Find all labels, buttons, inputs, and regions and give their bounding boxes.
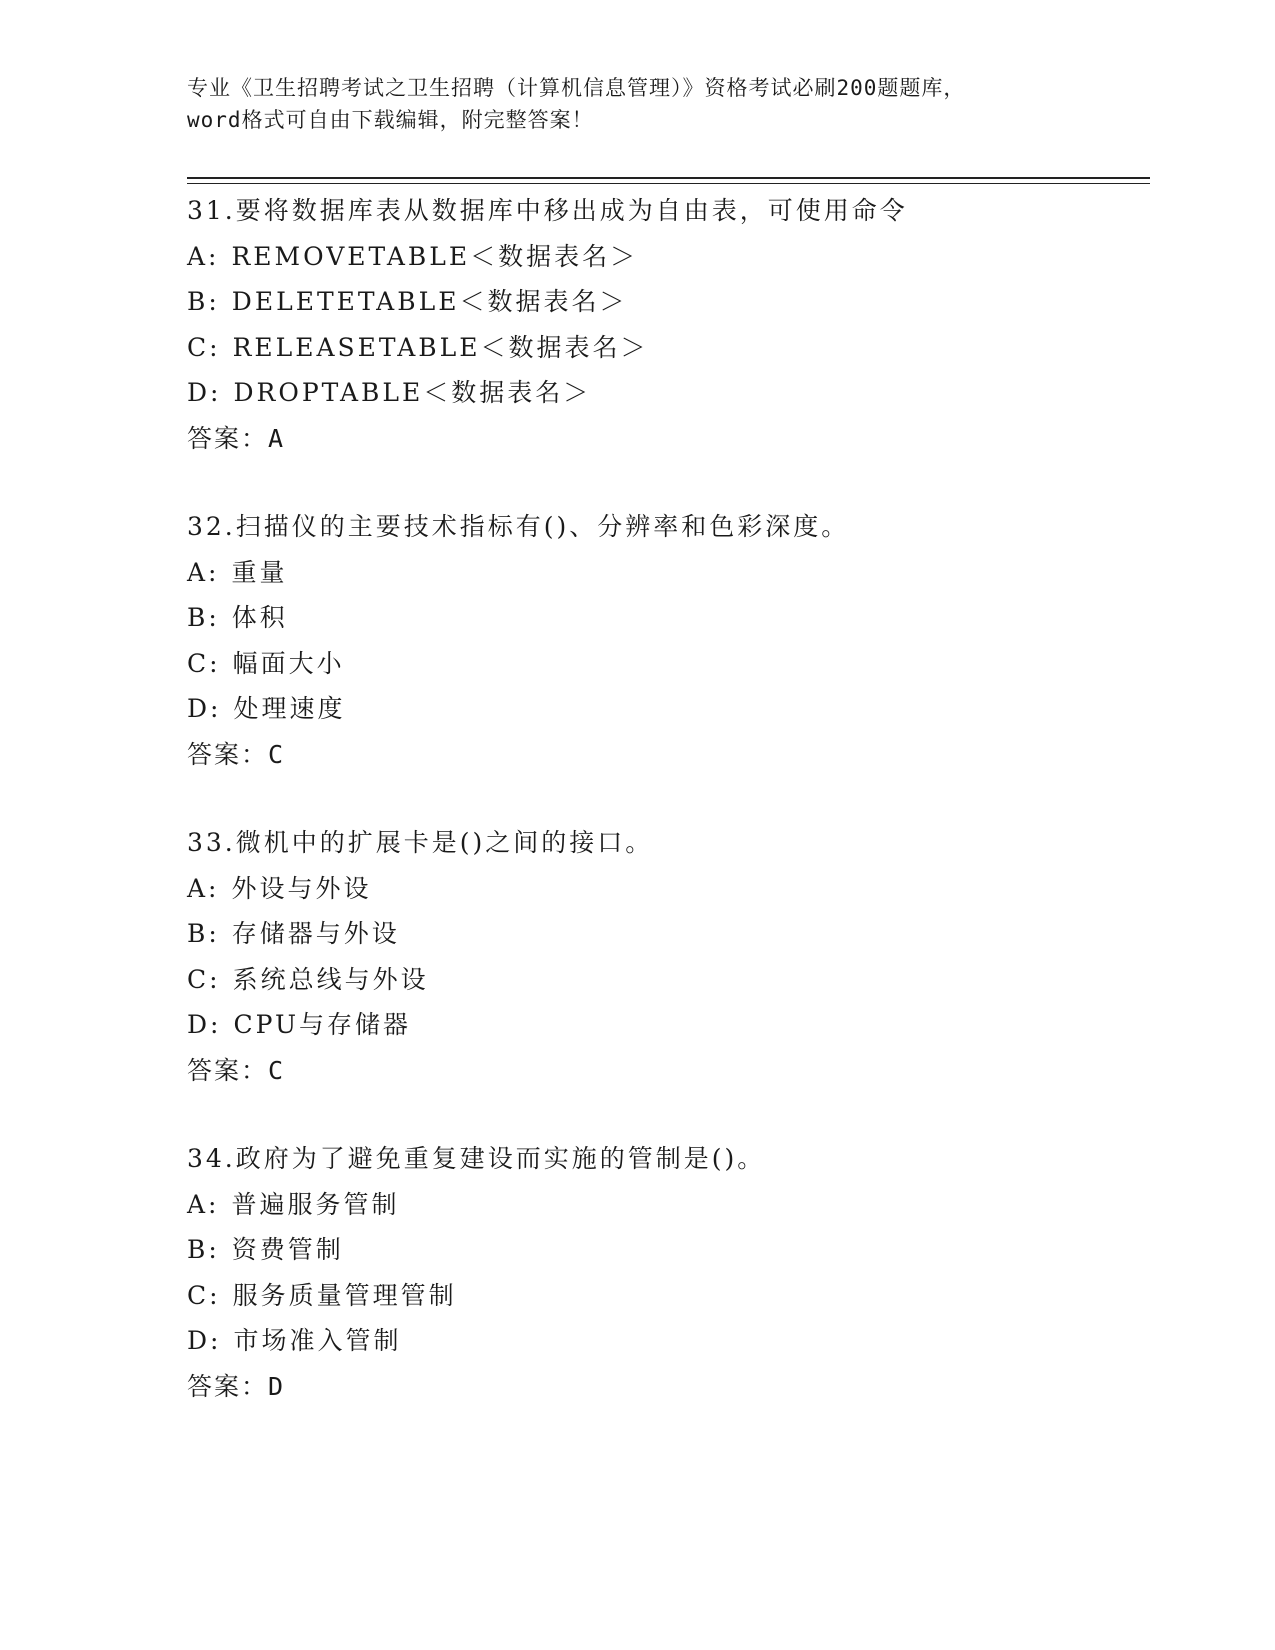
option-text: 市场准入管制 [233,1326,402,1355]
option-text: 存储器与外设 [231,919,400,948]
option-text: REMOVETABLE＜数据表名＞ [231,241,639,271]
option-text: 幅面大小 [232,648,345,678]
option-d [187,1318,1147,1364]
option-text: DROPTABLE＜数据表名＞ [233,378,592,407]
option-letter: A: [187,557,220,587]
header-title-line-2: word格式可自由下载编辑，附完整答案！ [187,108,594,132]
option-letter: C: [187,332,221,362]
question-stem: 33.微机中的扩展卡是()之间的接口。 [187,828,654,857]
option-letter: B: [187,287,220,316]
option-c [187,957,1147,1003]
question-stem: 31.要将数据库表从数据库中移出成为自由表，可使用命令 [187,196,908,225]
answer-line: 答案：D [187,1371,286,1401]
option-text: 重量 [231,557,288,587]
question-stem: 32.扫描仪的主要技术指标有()、分辨率和色彩深度。 [187,512,850,541]
option-letter: A: [187,241,220,271]
option-a [187,866,1147,912]
question-stem: 34.政府为了避免重复建设而实施的管制是()。 [187,1144,766,1173]
header-title-line-1: 专业《卫生招聘考试之卫生招聘（计算机信息管理）》资格考试必刷200题题库， [187,76,966,100]
option-letter: C: [187,964,221,994]
option-letter: B: [187,603,220,632]
option-letter: D: [187,378,222,407]
option-text: DELETETABLE＜数据表名＞ [231,287,628,316]
option-b [187,1227,1147,1273]
option-c [187,325,1147,371]
option-b [187,279,1147,325]
option-text: 体积 [231,603,288,632]
question-34 [187,1136,1147,1409]
option-a [187,550,1147,596]
header-divider-thin [187,183,1150,184]
option-text: 系统总线与外设 [232,964,429,994]
option-a [187,234,1147,280]
question-list [187,188,1147,1452]
option-b [187,911,1147,957]
option-b [187,595,1147,641]
option-d [187,1002,1147,1048]
option-letter: B: [187,919,220,948]
option-d [187,370,1147,416]
option-letter: A: [187,1189,220,1219]
answer-line: 答案：A [187,423,286,453]
document-header [187,72,1087,136]
question-33 [187,820,1147,1093]
answer-line: 答案：C [187,739,286,769]
header-divider-thick [187,177,1150,179]
option-text: RELEASETABLE＜数据表名＞ [232,332,649,362]
option-c [187,641,1147,687]
question-32 [187,504,1147,777]
option-a [187,1182,1147,1228]
option-letter: B: [187,1235,220,1264]
option-letter: C: [187,648,221,678]
option-c [187,1273,1147,1319]
option-text: CPU与存储器 [233,1010,412,1039]
option-d [187,686,1147,732]
answer-line: 答案：C [187,1055,286,1085]
option-text: 服务质量管理管制 [232,1280,457,1310]
option-letter: D: [187,694,222,723]
option-letter: D: [187,1326,222,1355]
option-text: 普遍服务管制 [231,1189,400,1219]
option-letter: D: [187,1010,222,1039]
option-letter: A: [187,873,220,903]
option-text: 外设与外设 [231,873,372,903]
option-text: 处理速度 [233,694,346,723]
question-31 [187,188,1147,461]
option-letter: C: [187,1280,221,1310]
option-text: 资费管制 [231,1235,344,1264]
